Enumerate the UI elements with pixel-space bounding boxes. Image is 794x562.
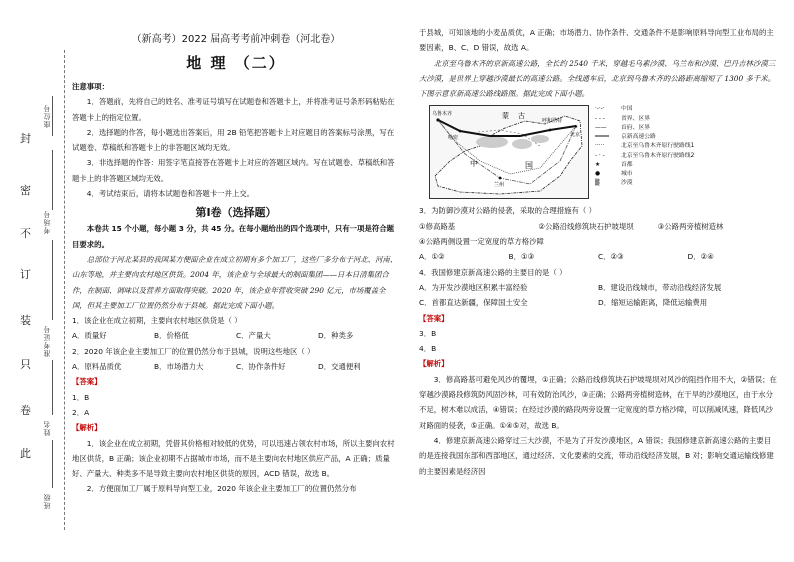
legend-item <box>595 115 775 124</box>
question-3-statements <box>419 219 777 234</box>
option[interactable]: B．价格低 <box>154 331 189 341</box>
map-label: 蒙 <box>502 112 509 121</box>
legend-label: 北京至乌鲁木齐原行驶路线1 <box>621 143 695 150</box>
legend-item <box>595 124 775 133</box>
option[interactable]: A．①② <box>419 252 445 262</box>
answer-label: 【答案】 <box>419 313 449 323</box>
map-label: 乌鲁木齐 <box>432 111 453 118</box>
binding-char: 密 <box>20 184 31 197</box>
left-column <box>72 0 400 497</box>
binding-cut-line <box>64 50 65 530</box>
legend-symbol: ▒ <box>595 180 600 187</box>
section-intro: 本卷共 15 个小题，每小题 3 分，共 45 分。在每小题给出的四个选项中，只有一项是符合题目要求的。 <box>72 224 395 249</box>
binding-char: 卷 <box>20 404 31 417</box>
legend-item <box>595 142 775 151</box>
legend-label: 城市 <box>621 170 633 177</box>
route-map-figure <box>429 105 777 199</box>
analysis-paragraph: 4．修建京新高速公路穿过三大沙漠，不是为了开发沙漠地区，A 错误；我国修建京新高速公路的主要目的是连接我国东部和西部地区，通过经济、文化要素的交流，带动沿线经济发展，B 对；影响交通运输线修建的主要因素是经济因 <box>419 435 774 476</box>
question-1: 1．该企业在成立初期，主要向农村地区供货是（ ） <box>72 316 242 326</box>
option[interactable]: B．市场潜力大 <box>154 362 204 372</box>
map-label: 兰州 <box>494 182 505 189</box>
notice-item: 1．答题前，先将自己的姓名、准考证号填写在试题卷和答题卡上，并将准考证号条形码粘贴在答题卡上的指定位置。 <box>72 97 395 122</box>
legend-symbol: ·-·-· <box>595 106 605 113</box>
name-field-label: 姓名 <box>43 420 51 436</box>
legend-symbol: —— <box>595 124 607 131</box>
map-label: 古 <box>518 112 525 121</box>
analysis-label: 【解析】 <box>419 359 449 369</box>
binding-char: 装 <box>20 314 31 327</box>
binding-char: 不 <box>20 227 31 240</box>
binding-char: 封 <box>20 132 31 145</box>
legend-symbol: - - - <box>595 115 605 122</box>
binding-margin <box>0 0 66 562</box>
route-map <box>429 105 589 199</box>
map-label: 中 <box>470 159 478 169</box>
legend-item <box>595 105 775 114</box>
exam-room-line[interactable] <box>52 150 53 210</box>
answer: 4．B <box>419 344 437 354</box>
legend-label: 首都 <box>621 161 633 168</box>
option[interactable]: C．②③ <box>598 252 624 262</box>
question-1-options <box>72 328 400 343</box>
legend-item <box>595 170 775 179</box>
name-line[interactable] <box>52 360 53 415</box>
option[interactable]: A．质量好 <box>72 331 107 341</box>
question-4: 4．我国修建京新高速公路的主要目的是（ ） <box>419 267 567 277</box>
legend-label: 省界、区界 <box>621 115 650 122</box>
map-label: 呼和浩特 <box>542 118 563 125</box>
option[interactable]: C．产量大 <box>236 331 271 341</box>
answer: 3．B <box>419 328 437 338</box>
notice-item: 3．非选择题的作答：用签字笔直接答在答题卡上对应的答题区域内。写在试题卷、草稿纸和答题卡上的非答题区域均无效。 <box>72 158 395 183</box>
exam-title: （新高考）2022 届高考考前冲刺卷（河北卷） <box>131 34 341 45</box>
legend-item <box>595 179 775 188</box>
option[interactable]: D．交通便利 <box>318 362 361 372</box>
analysis-continuation: 于县城，可知该地的小麦品质优，A 正确；市场潜力、协作条件、交通条件不是影响原料导向型工业布局的主要因素，B、C、D 错误，故选 A。 <box>419 28 774 53</box>
notice-item: 2．选择题的作答，每小题选出答案后，用 2B 铅笔把答题卡上对应题目的答案标号涂黑，写在试题卷、草稿纸和答题卡上的非答题区域均无效。 <box>72 127 395 153</box>
exam-room-field-label: 考场号 <box>43 210 51 234</box>
question-4-options <box>419 280 777 295</box>
legend-item <box>595 161 775 170</box>
option[interactable]: B．①③ <box>508 252 535 262</box>
right-column <box>419 0 777 479</box>
seat-number-field-label: 座位号 <box>43 104 51 128</box>
legend-label: 沙漠 <box>621 180 633 187</box>
binding-char: 此 <box>20 447 31 460</box>
reading-passage: 北京至乌鲁木齐的京新高速公路，全长约 2540 千米，穿越毛乌素沙漠、乌兰布和沙漠、巴丹吉林沙漠三大沙漠，是世界上穿越沙漠最长的高速公路。全线通车后，北京到乌鲁木齐的公路距离缩短了 1300 多千米。下图示意京新高速公路线路图。据此完成下面小题。 <box>419 58 776 99</box>
statement: ②公路沿线修筑块石护坡堤坝 <box>538 221 634 231</box>
subject-title: 地 理 （二） <box>186 54 286 72</box>
option[interactable]: D．种类多 <box>318 331 354 341</box>
legend-symbol: - · - <box>595 152 605 159</box>
answer: 1．B <box>72 392 90 402</box>
question-3: 3．为防御沙漠对公路的侵袭，采取的合理措施有（ ） <box>419 206 597 216</box>
analysis-paragraph: 1．该企业在成立初期，凭借其价格相对较低的优势，可以迅速占领农村市场，所以主要向农村地区供货，B 正确；该企业初期不占据城市市场，而不是主要向农村地区供应产品，A 正确；质量好、产量大、种类多不是导致主要向农村地区供货的原因，ACD 错误，故选 B。 <box>72 438 395 479</box>
legend-item <box>595 133 775 142</box>
svg-text:★: ★ <box>573 124 579 131</box>
question-2: 2．2020 年该企业主要加工厂的位置仍然分布于县城，说明这些地区（ ） <box>72 346 315 356</box>
option[interactable]: D．缩短运输距离，降低运输费用 <box>598 298 708 308</box>
notice-item: 4．考试结束后，请将本试题卷和答题卡一并上交。 <box>86 189 255 199</box>
notice-heading: 注意事项： <box>72 82 109 91</box>
seat-number-line[interactable] <box>52 96 53 136</box>
answer: 2．A <box>72 407 90 417</box>
question-3-options <box>419 249 777 264</box>
option[interactable]: C．协作条件好 <box>236 362 286 372</box>
class-line[interactable] <box>52 440 53 488</box>
binding-char: 只 <box>20 358 31 371</box>
question-2-options <box>72 359 400 374</box>
section-title: 第Ⅰ卷（选择题） <box>195 206 277 220</box>
statement: ④公路两侧设置一定宽度的草方格沙障 <box>419 237 544 247</box>
statement: ③公路两旁植树造林 <box>657 221 724 231</box>
map-legend <box>595 105 775 188</box>
analysis-paragraph: 3．修高路基可避免风沙的覆埋，①正确；公路沿线修筑块石护坡堤坝对风沙的阻挡作用不大，②错误；在穿越沙漠路段修筑防风固沙林，可有效防治风沙，③正确；公路两旁植树造林，在干旱的沙漠地区，由于水分不足，树木难以成活，④错误；在经过沙漠的路段两旁设置一定宽度的草方格沙障，可以削减风速，降低风沙对路面的侵袭，⑤正确。①④⑤对，故选 B。 <box>419 374 777 430</box>
reading-passage: 总部位于河北某县的我国某方便面企业在成立初期有多个加工厂，这些厂多分布于河北、河南、山东等地，并主要向农村地区供货。2004 年，该企业与全球最大的制面集团——日本日清集团合作，在制面、调味以及营养方面取得突破。2020 年，该企业年营收突破 290 亿元，市场覆盖全国，但其主要加工厂位置仍然分布于县城。据此完成下面小题。 <box>72 254 398 310</box>
admission-number-line[interactable] <box>52 240 53 320</box>
option[interactable]: A．原料品质优 <box>72 362 122 372</box>
legend-label: 中国 <box>621 106 633 113</box>
legend-symbol: ● <box>595 170 601 177</box>
statement: ①修高路基 <box>419 221 456 231</box>
analysis-label: 【解析】 <box>72 423 102 433</box>
legend-label: 首府、区界 <box>621 124 650 131</box>
binding-char: 订 <box>20 268 31 281</box>
class-field-label: 班级 <box>43 493 51 509</box>
legend-symbol: ····· <box>595 143 605 150</box>
legend-label: 北京至乌鲁木齐原行驶路线2 <box>621 152 695 159</box>
legend-label: 京新高速公路 <box>621 134 656 141</box>
legend-symbol: ★ <box>595 161 601 168</box>
map-label: 国 <box>525 161 533 171</box>
question-4-options <box>419 295 777 310</box>
answer-label: 【答案】 <box>72 377 102 387</box>
legend-symbol: ════ <box>595 134 609 141</box>
option[interactable]: A．为开发沙漠地区积累丰富经验 <box>419 282 528 292</box>
analysis-paragraph: 2．方便面加工厂属于原料导向型工业，2020 年该企业主要加工厂的位置仍然分布 <box>86 484 357 494</box>
option[interactable]: C．首都直达新疆，保障国土安全 <box>419 298 528 308</box>
map-label: 哈密 <box>448 135 459 142</box>
map-label: 北京 <box>570 132 581 139</box>
legend-item <box>595 152 775 161</box>
admission-number-field-label: 准考证号 <box>43 325 51 357</box>
option[interactable]: B．建设沿线城市，带动沿线经济发展 <box>598 282 722 292</box>
option[interactable]: D．②④ <box>687 252 714 262</box>
